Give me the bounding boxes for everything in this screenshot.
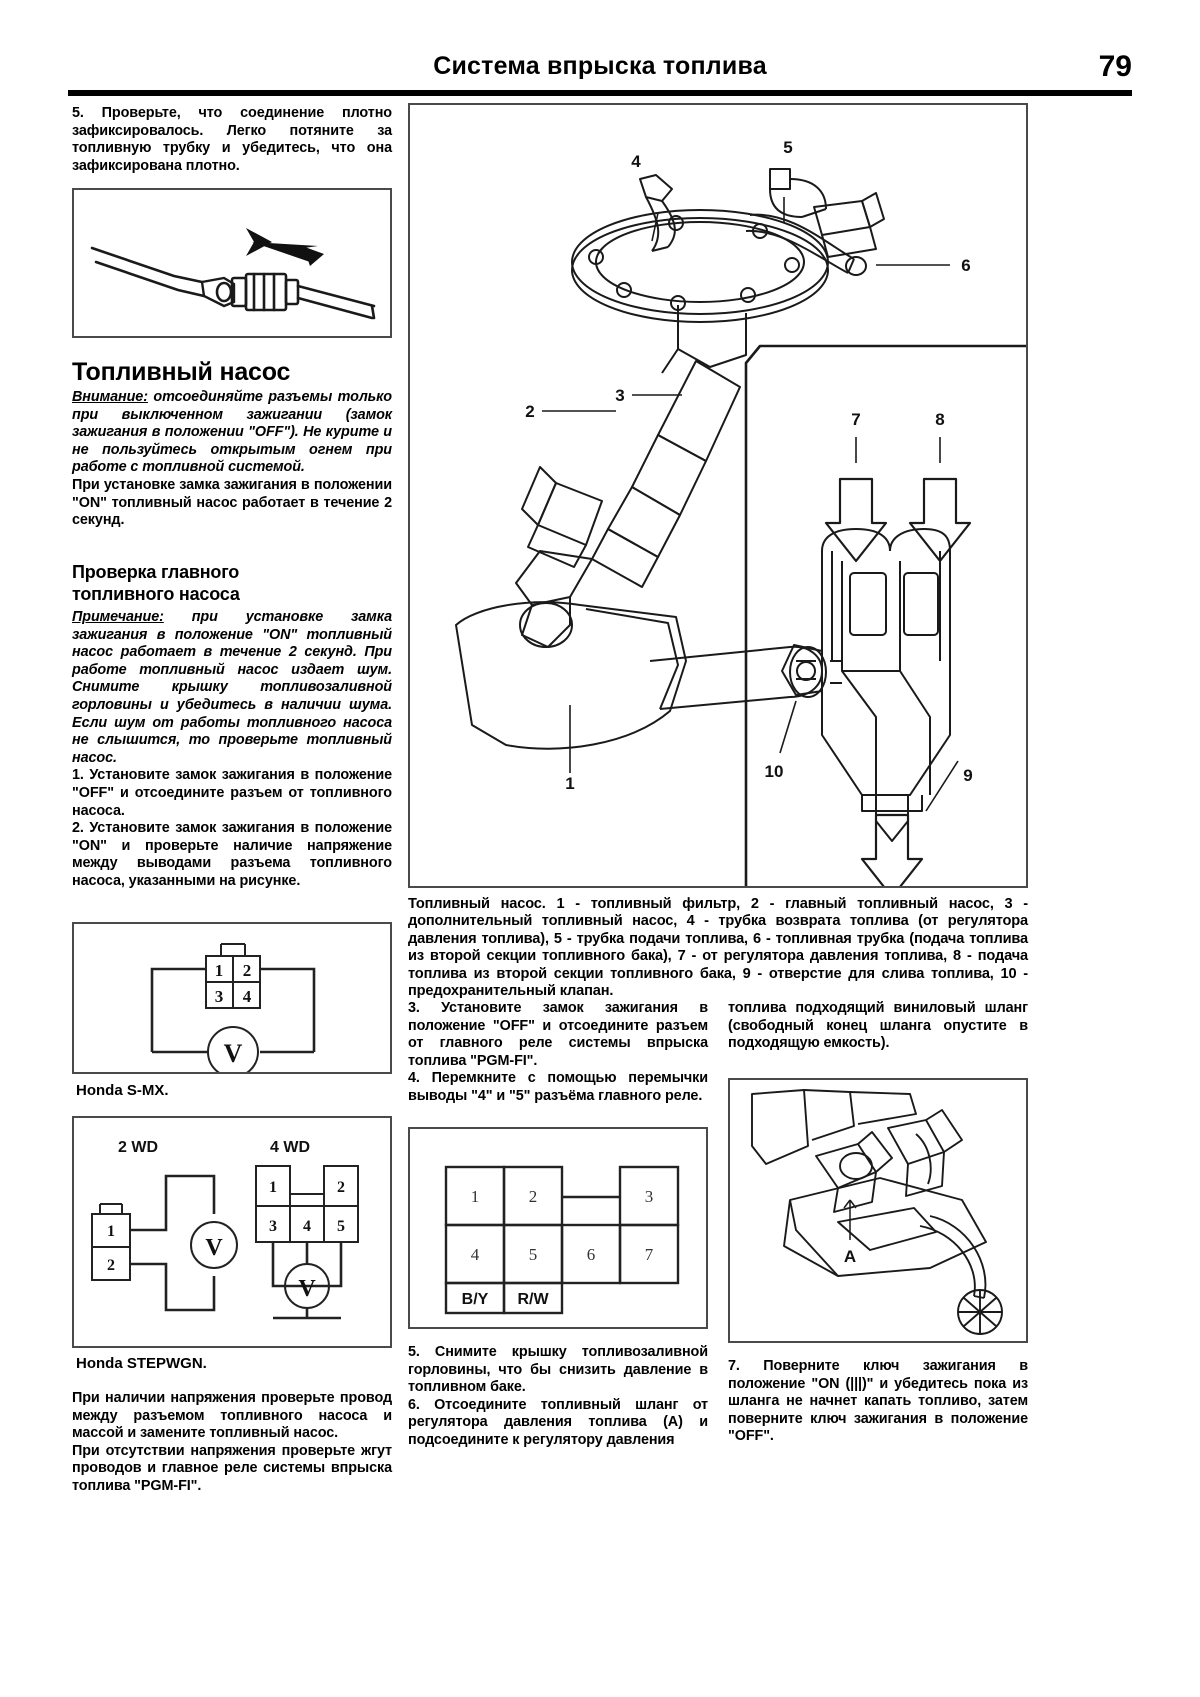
procedure-note	[72, 609, 392, 767]
callout-5: 5	[783, 138, 793, 157]
main-figure-caption: Топливный насос. 1 - топливный фильтр, 2 - главный топливный насос, 3 - дополнительный топливный насос, 4 - трубка возврата топлива (от регулятора давления топлива), 5 - трубка подачи топлива, 6 - топливная трубка (подача топлива из второй секции топливного бака), 7 - от регулятора давления топлива, 8 - подача топлива из второй секции топливного бака, 9 - отверстие для слива топлива, 10 - предохранительный клапан.	[408, 896, 1028, 1000]
main-relay-connector-figure	[408, 1127, 708, 1329]
engine-bay-illustration	[730, 1080, 1026, 1341]
warning-note	[72, 389, 392, 477]
stepwgn-4wd-pin-5: 5	[337, 1218, 345, 1235]
smx-pin-4: 4	[242, 987, 252, 1006]
subsection-heading-line2: топливного насоса	[72, 584, 240, 604]
relay-pin-2: 2	[528, 1187, 538, 1206]
page-number: 79	[1098, 50, 1132, 83]
stepwgn-connector-figure	[72, 1116, 392, 1348]
callout-8: 8	[935, 410, 945, 429]
stepwgn-2wd-pin-2: 2	[107, 1257, 115, 1274]
left-column-step5	[72, 105, 392, 175]
callout-4: 4	[631, 152, 641, 171]
callout-7: 7	[851, 410, 861, 429]
smx-wiring-diagram	[74, 924, 390, 1072]
page-header	[68, 52, 1132, 98]
step-6-middle-text: 6. Отсоедините топливный шланг от регулятора давления топлива (A) и подсоедините к регулятору давления	[408, 1396, 708, 1448]
note-body: при установке замка зажигания в положение "ON" топливный насос работает в течение 2 секунд. При работе топливный насос издает шум. Снимите крышку топливозаливной горловины и убедитесь в наличии шума. Если шум от работы топливного насоса не слышится, то проверьте топливный насос.	[72, 609, 392, 766]
relay-pin-3: 3	[644, 1187, 654, 1206]
smx-connector-figure	[72, 922, 392, 1074]
step-2-text: 2. Установите замок зажигания в положение "ON" и проверьте наличие напряжение между выводами разъема топливного насоса, указанными на рисунке.	[72, 820, 392, 889]
stepwgn-4wd-pin-3: 3	[269, 1218, 277, 1235]
voltmeter-label: V	[223, 1039, 243, 1068]
main-pump-check-section	[72, 562, 392, 891]
relay-pin-5: 5	[528, 1245, 538, 1264]
closing-paragraph-2: При отсутствии напряжения проверьте жгут проводов и главное реле системы впрыска топлива "PGM-FI".	[72, 1442, 392, 1494]
callout-2: 2	[525, 402, 535, 421]
step-1-text: 1. Установите замок зажигания в положение "OFF" и отсоедините разъем от топливного насоса.	[72, 767, 392, 819]
fuel-pump-section	[72, 358, 392, 530]
step-3-text: 3. Установите замок зажигания в положение "OFF" и отсоедините разъем от главного реле системы впрыска топлива "PGM-FI".	[408, 1000, 708, 1069]
callout-a: A	[843, 1247, 857, 1266]
stepwgn-figure-caption-wrap	[76, 1355, 396, 1372]
section-heading-fuel-pump: Топливный насос	[72, 358, 291, 386]
smx-pin-1: 1	[214, 961, 224, 980]
header-divider	[68, 90, 1132, 96]
main-figure-caption-wrap	[408, 896, 1028, 1000]
fuel-pump-assembly-illustration	[410, 105, 1026, 886]
pressure-regulator-figure	[728, 1078, 1028, 1343]
warning-after-text: При установке замка зажигания в положении "ON" топливный насос работает в течение 2 секунд.	[72, 476, 392, 529]
stepwgn-4wd-label: 4 WD	[270, 1139, 310, 1156]
relay-pin-4: 4	[470, 1245, 480, 1264]
left-column-closing	[72, 1390, 392, 1496]
note-label: Примечание:	[72, 609, 164, 625]
callout-6: 6	[961, 256, 971, 275]
stepwgn-4wd-pin-2: 2	[337, 1179, 345, 1196]
fuel-line-figure	[72, 188, 392, 338]
stepwgn-4wd-pin-4: 4	[303, 1218, 311, 1235]
subsection-heading-line1: Проверка главного	[72, 562, 240, 582]
right-column-continuation	[728, 1000, 1028, 1053]
closing-paragraph-1: При наличии напряжения проверьте провод между разъемом топливного насоса и массой и замените топливный насос.	[72, 1390, 392, 1442]
warning-body: отсоединяйте разъемы только при выключенном зажигании (замок зажигания в положении "OFF"). Не курите и не пользуйтесь открытым огнем при работе с топливной системой.	[72, 389, 392, 476]
step-7-text: 7. Поверните ключ зажигания в положение "ON (|||)" и убедитесь пока из шланга не начнет капать топливо, затем поверните ключ зажигания в положение "OFF".	[728, 1358, 1028, 1445]
middle-column-steps	[408, 1000, 708, 1106]
smx-pin-3: 3	[214, 987, 224, 1006]
fuel-pump-main-figure	[408, 103, 1028, 888]
stepwgn-4wd-pin-1: 1	[269, 1179, 277, 1196]
fuel-line-illustration	[74, 190, 390, 336]
relay-pin-6: 6	[586, 1245, 596, 1264]
callout-10: 10	[764, 762, 784, 781]
stepwgn-2wd-label: 2 WD	[118, 1139, 158, 1156]
relay-pin-1: 1	[470, 1187, 480, 1206]
callout-9: 9	[963, 766, 973, 785]
voltmeter-4wd-label: V	[298, 1276, 316, 1302]
relay-wire-label-by: B/Y	[461, 1291, 489, 1308]
relay-pin-7: 7	[644, 1245, 654, 1264]
smx-figure-caption-wrap	[76, 1082, 396, 1099]
right-column-step7	[728, 1358, 1028, 1446]
stepwgn-figure-caption: Honda STEPWGN.	[76, 1355, 207, 1372]
stepwgn-wiring-diagram	[74, 1118, 390, 1346]
callout-3: 3	[615, 386, 625, 405]
step-4-text: 4. Перемкните с помощью перемычки выводы "4" и "5" разъёма главного реле.	[408, 1070, 708, 1104]
pull-direction-arrow	[246, 228, 324, 266]
page-title: Система впрыска топлива	[433, 52, 767, 80]
step-5-middle-text: 5. Снимите крышку топливозаливной горловины, что бы снизить давление в топливном баке.	[408, 1344, 708, 1396]
relay-wire-label-rw: R/W	[517, 1291, 549, 1308]
smx-pin-2: 2	[242, 961, 252, 980]
middle-column-steps-2	[408, 1344, 708, 1450]
callout-1: 1	[565, 774, 575, 793]
step-5-text: 5. Проверьте, что соединение плотно зафиксировалось. Легко потяните за топливную трубку и убедитесь, что она зафиксирована плотно.	[72, 105, 392, 174]
relay-connector-diagram	[410, 1129, 706, 1327]
step-6-continuation-text: топлива подходящий виниловый шланг (свободный конец шланга опустите в подходящую емкость).	[728, 1000, 1028, 1052]
warning-label: Внимание:	[72, 389, 148, 405]
smx-figure-caption: Honda S-MX.	[76, 1082, 169, 1099]
voltmeter-2wd-label: V	[205, 1235, 223, 1261]
stepwgn-2wd-pin-1: 1	[107, 1223, 115, 1240]
